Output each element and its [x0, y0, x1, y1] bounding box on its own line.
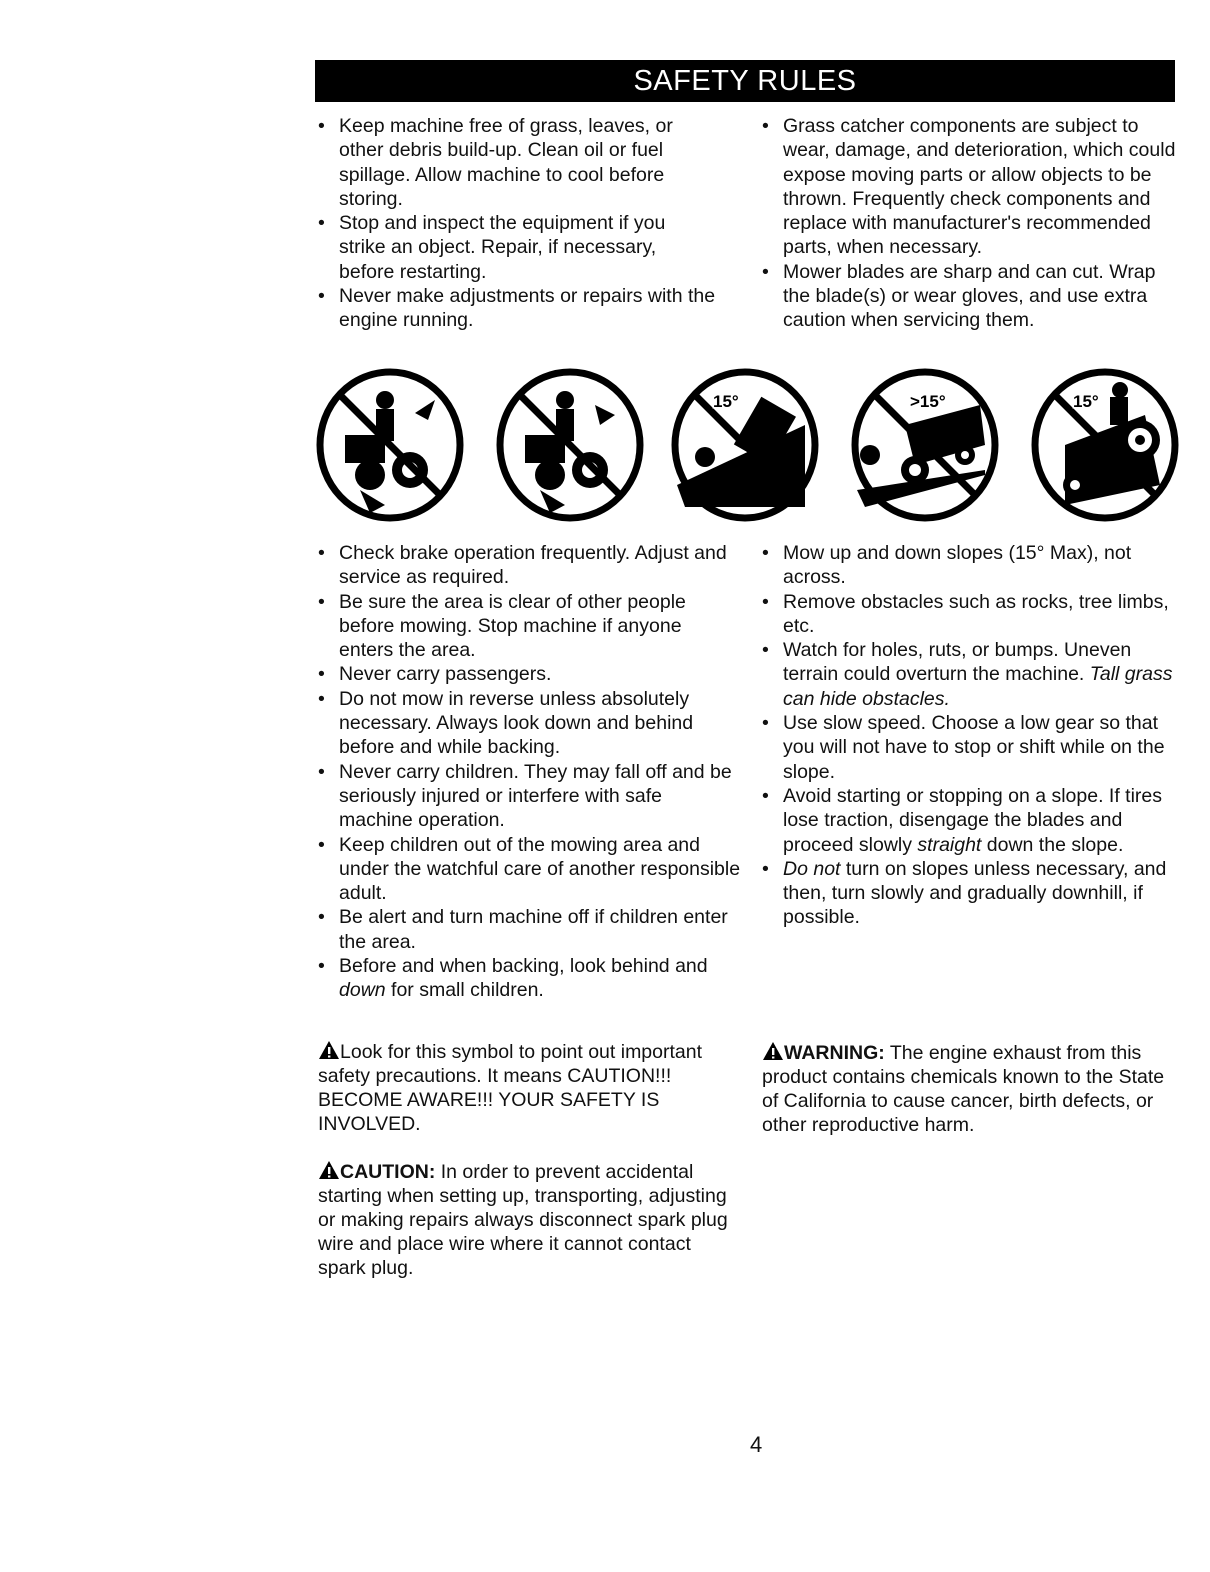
- caution-label: CAUTION:: [340, 1161, 436, 1183]
- rule-item: • Be alert and turn machine off if children enter the area.: [316, 905, 741, 954]
- rule-item: • Mow up and down slopes (15° Max), not across.: [760, 541, 1180, 590]
- mid-left-rules: [316, 541, 741, 1003]
- rule-text: Avoid starting or stopping on a slope. If tires lose traction, disengage the blades and proceed slowly: [783, 784, 1163, 856]
- warning-triangle-icon: [318, 1160, 340, 1180]
- emphasis-text: Tall grass can hide obstacles.: [783, 663, 1173, 710]
- emphasis-text: down: [339, 979, 386, 1002]
- slope-angle-label: >15°: [910, 392, 946, 411]
- caution-text: In order to prevent accidental starting when setting up, transporting, adjusting or making repairs always disconnect spark plug wire and place wire where it cannot contact spark plug.: [318, 1161, 728, 1279]
- warning-label: WARNING:: [784, 1042, 885, 1064]
- rule-item: [760, 638, 1180, 711]
- warning-triangle-icon: [762, 1041, 784, 1061]
- page-number: 4: [750, 1432, 763, 1457]
- slope-across-icon: [1035, 372, 1175, 518]
- rule-item: [760, 857, 1180, 930]
- rule-item: • Check brake operation frequently. Adjust and service as required.: [316, 541, 741, 590]
- rule-item: • Do not mow in reverse unless absolutely necessary. Always look down and behind before and while backing.: [316, 687, 741, 760]
- safety-pictograms: [310, 365, 1190, 530]
- section-title: SAFETY RULES: [633, 65, 857, 97]
- rule-text: Watch for holes, ruts, or bumps. Uneven terrain could overturn the machine.: [783, 639, 1132, 686]
- rule-text: turn on slopes unless necessary, and then, turn slowly and gradually downhill, if possible.: [783, 857, 1167, 929]
- slope-angle-label: 15°: [713, 392, 739, 411]
- safety-symbol-note: [318, 1040, 738, 1136]
- warning-triangle-icon: [318, 1040, 340, 1060]
- rule-item: • Never carry passengers.: [316, 662, 741, 686]
- rule-item: • Never make adjustments or repairs with the engine running.: [316, 284, 716, 333]
- rule-item: • Keep machine free of grass, leaves, or other debris build-up. Clean oil or fuel spillage. Allow machine to cool before storing.: [316, 114, 716, 211]
- rule-item: [760, 784, 1180, 857]
- slope-tipping-icon: [675, 372, 815, 518]
- california-warning: [762, 1041, 1177, 1137]
- top-right-rules: [760, 114, 1180, 333]
- slope-angle-label: 15°: [1073, 392, 1099, 411]
- rule-item: • Use slow speed. Choose a low gear so that you will not have to stop or shift while on the slope.: [760, 711, 1180, 784]
- top-left-rules: [316, 114, 716, 333]
- rule-item: • Grass catcher components are subject to wear, damage, and deterioration, which could expose moving parts or allow objects to be thrown. Frequently check components and replace with manufacturer's recommended parts, when necessary.: [760, 114, 1180, 260]
- warning-text: The engine exhaust from this product contains chemicals known to the State of California to cause cancer, birth defects, or other reproductive harm.: [762, 1042, 1165, 1136]
- rule-item: • Mower blades are sharp and can cut. Wrap the blade(s) or wear gloves, and use extra caution when servicing them.: [760, 260, 1180, 333]
- rule-text: down the slope.: [981, 833, 1124, 856]
- emphasis-text: Do not: [783, 857, 841, 880]
- rule-text: Before and when backing, look behind and: [339, 955, 708, 978]
- rule-item: • Be sure the area is clear of other people before mowing. Stop machine if anyone enters the area.: [316, 590, 741, 663]
- symbol-note-text: Look for this symbol to point out important safety precautions. It means CAUTION!!! BECOME AWARE!!! YOUR SAFETY IS INVOLVED.: [318, 1041, 703, 1135]
- mid-right-rules: [760, 541, 1180, 930]
- section-header: [315, 60, 1175, 102]
- emphasis-text: straight: [917, 833, 982, 856]
- rule-item: [316, 954, 741, 1003]
- rule-item: • Stop and inspect the equipment if you strike an object. Repair, if necessary, before restarting.: [316, 211, 716, 284]
- rule-item: • Remove obstacles such as rocks, tree limbs, etc.: [760, 590, 1180, 639]
- no-forward-children-icon: [500, 372, 640, 518]
- no-reverse-children-icon: [320, 372, 460, 518]
- caution-note: [318, 1160, 738, 1280]
- rule-item: • Never carry children. They may fall off and be seriously injured or interfere with safe machine operation.: [316, 760, 741, 833]
- slope-overturn-icon: [855, 372, 995, 518]
- rule-item: • Keep children out of the mowing area and under the watchful care of another responsible adult.: [316, 833, 741, 906]
- rule-text: for small children.: [385, 979, 544, 1002]
